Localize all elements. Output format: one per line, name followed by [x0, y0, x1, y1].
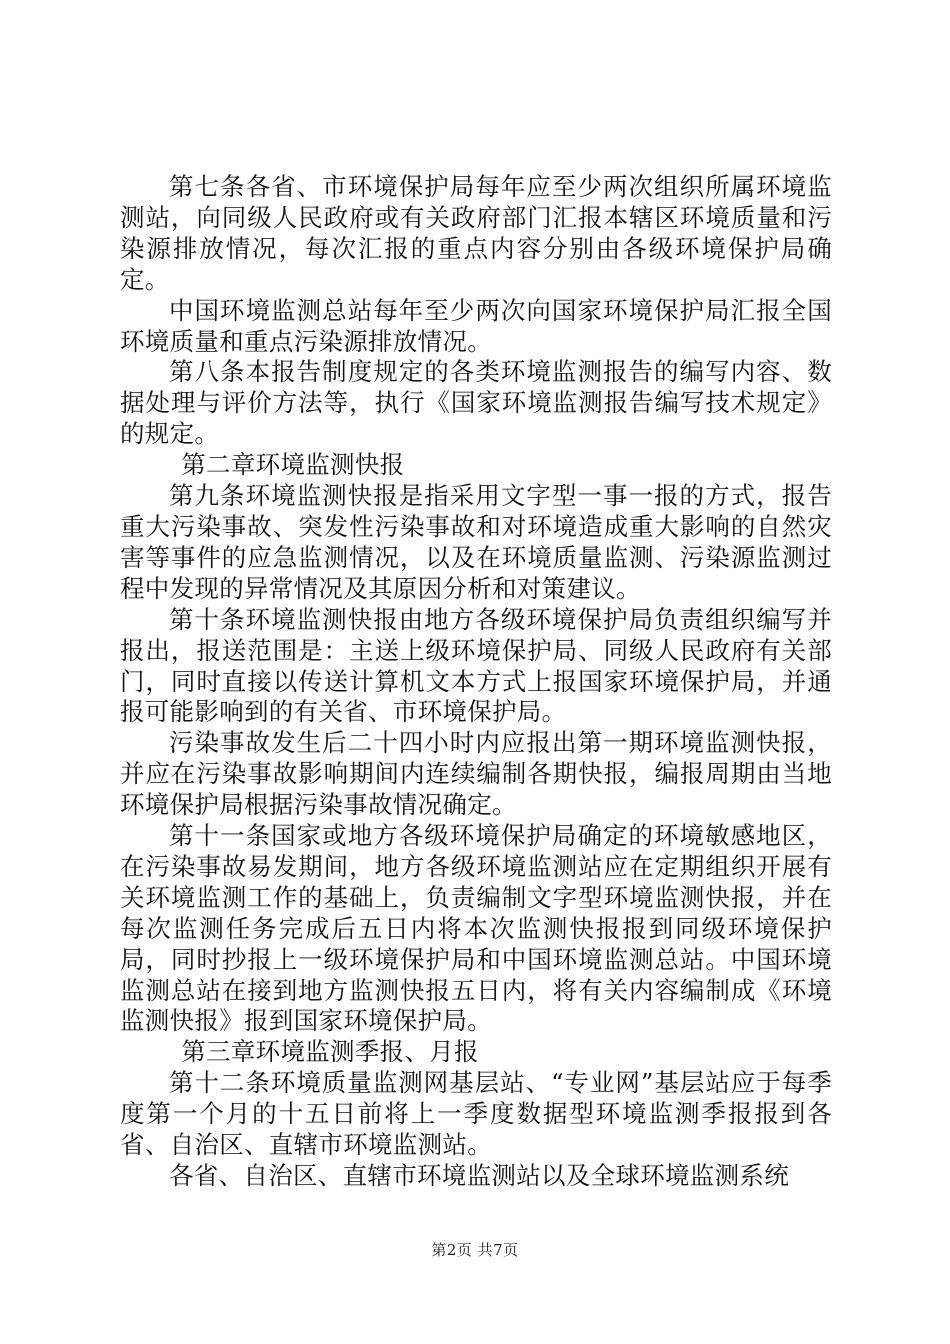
paragraph-article-7: 第七条各省、市环境保护局每年应至少两次组织所属环境监测站，向同级人民政府或有关政府部门汇报本辖区环境质量和污染源排放情况，每次汇报的重点内容分别由各级环境保护局确定。 [120, 172, 832, 294]
page-number-footer: 第2页 共7页 [431, 1241, 519, 1259]
chapter-heading-3: 第三章环境监测季报、月报 [181, 1037, 479, 1067]
chapter-heading-2: 第二章环境监测快报 [181, 450, 405, 480]
paragraph-article-10-cont: 污染事故发生后二十四小时内应报出第一期环境监测快报，并应在污染事故影响期间内连续编制各期快报，编报周期由当地环境保护局根据污染事故情况确定。 [120, 728, 832, 820]
paragraph-article-10: 第十条环境监测快报由地方各级环境保护局负责组织编写并报出，报送范围是：主送上级环境保护局、同级人民政府有关部门，同时直接以传送计算机文本方式上报国家环境保护局，并通报可能影响到的有关省、市环境保护局。 [120, 604, 832, 727]
document-body [120, 172, 832, 1192]
paragraph-article-12-cont: 各省、自治区、直辖市环境监测站以及全球环境监测系统 [169, 1161, 789, 1190]
paragraph-article-12: 第十二条环境质量监测网基层站、“专业网”基层站应于每季度第一个月的十五日前将上一季度数据型环境监测季报报到各省、自治区、直辖市环境监测站。 [120, 1068, 832, 1160]
paragraph-article-8: 第八条本报告制度规定的各类环境监测报告的编写内容、数据处理与评价方法等，执行《国家环境监测报告编写技术规定》的规定。 [120, 357, 832, 449]
paragraph-article-9: 第九条环境监测快报是指采用文字型一事一报的方式，报告重大污染事故、突发性污染事故和对环境造成重大影响的自然灾害等事件的应急监测情况，以及在环境质量监测、污染源监测过程中发现的异常情况及其原因分析和对策建议。 [120, 481, 832, 603]
paragraph-article-7-cont: 中国环境监测总站每年至少两次向国家环境保护局汇报全国环境质量和重点污染源排放情况。 [120, 295, 832, 356]
paragraph-article-11: 第十一条国家或地方各级环境保护局确定的环境敏感地区，在污染事故易发期间，地方各级环境监测站应在定期组织开展有关环境监测工作的基础上，负责编制文字型环境监测快报，并在每次监测任务完成后五日内将本次监测快报报到同级环境保护局，同时抄报上一级环境保护局和中国环境监测总站。中国环境监测总站在接到地方监测快报五日内，将有关内容编制成《环境监测快报》报到国家环境保护局。 [120, 821, 832, 1036]
